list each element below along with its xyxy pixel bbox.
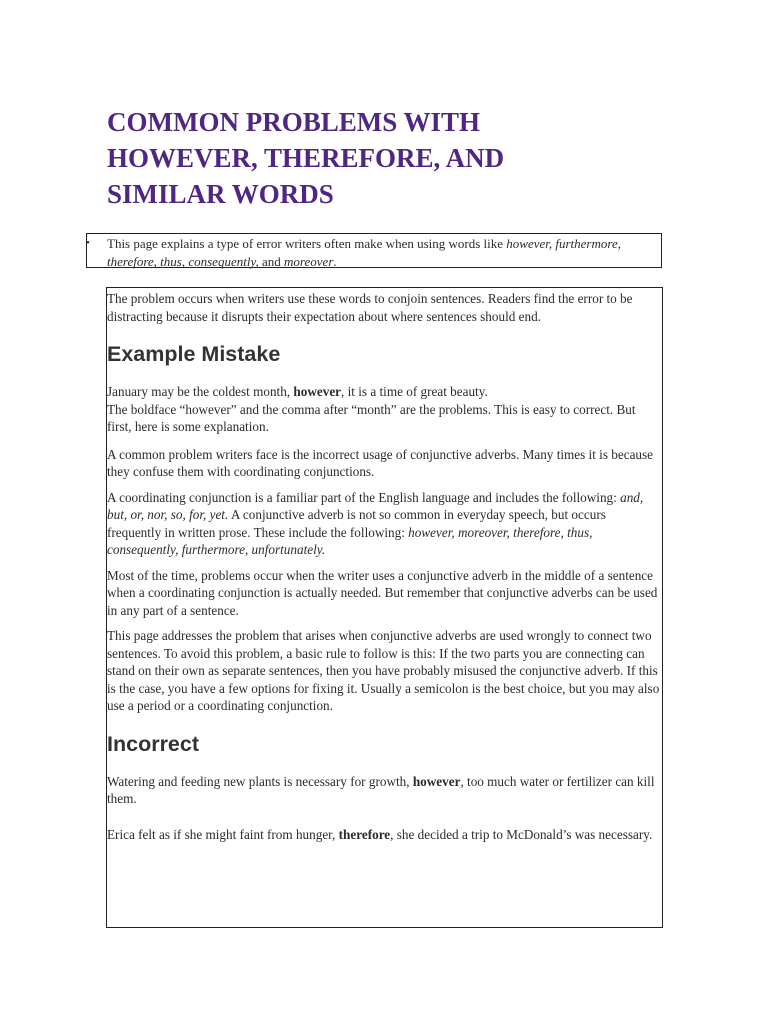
paragraph-most-of-time: Most of the time, problems occur when the writer uses a conjunctive adverb in the middle of a sentence when a coordinating conjunction is actually needed. But remember that conjunctive adverbs can be used in any part of a sentence. [107, 567, 658, 618]
inc1-pre: Watering and feeding new plants is necessary for growth, [107, 773, 413, 789]
title-line: SIMILAR WORDS [107, 179, 334, 209]
example-post: , it is a time of great beauty. [341, 384, 488, 399]
main-content-box [106, 287, 663, 928]
intro-text-pre: This page explains a type of error writers often make when using words like [107, 236, 507, 251]
intro-moreover: moreover [284, 253, 334, 269]
inc2-pre: Erica felt as if she might faint from hunger, [107, 826, 339, 842]
heading-example-mistake: Example Mistake [107, 342, 281, 366]
inc2-bold: therefore [338, 826, 391, 842]
example-sentence [107, 383, 660, 401]
title-line: HOWEVER, THEREFORE, AND [107, 143, 505, 173]
intro-period: . [333, 253, 337, 269]
inc2-post: , she decided a trip to McDonald’s was necessary. [390, 826, 653, 842]
intro-box [86, 233, 662, 268]
incorrect-example-2 [107, 826, 660, 844]
intro-text [107, 235, 657, 270]
incorrect-example-1 [107, 773, 660, 808]
intro-and: and [258, 253, 285, 269]
intro-words: however, furthermore, therefore, thus, consequently, [107, 236, 621, 269]
title-line: COMMON PROBLEMS WITH [107, 107, 481, 137]
paragraph-coordinating [107, 489, 660, 559]
p4-italic-adverbs: however, moreover, therefore, thus, consequently, furthermore, unfortunately. [107, 524, 593, 557]
paragraph-boldface: The boldface “however” and the comma after “month” are the problems. This is easy to correct. But first, here is some explanation. [107, 401, 636, 434]
example-pre: January may be the coldest month, [107, 384, 294, 399]
inc1-post: , too much water or fertilizer can kill them. [107, 773, 655, 806]
example-bold: however [293, 384, 342, 399]
p4-mid: A conjunctive adverb is not so common in everyday speech, but occurs frequently in written prose. These include the following: [107, 507, 606, 540]
paragraph-common-problem: A common problem writers face is the incorrect usage of conjunctive adverbs. Many times it is because they confuse them with coordinating conjunctions. [107, 446, 654, 479]
bullet-icon: • [86, 237, 90, 249]
p4-pre: A coordinating conjunction is a familiar part of the English language and includes the following: [107, 489, 621, 505]
paragraph-addresses: This page addresses the problem that arises when conjunctive adverbs are used wrongly to connect two sentences. To avoid this problem, a basic rule to follow is this: If the two parts you are connecting can stand on their own as separate sentences, then you have probably misused the conjunctive adverb. If this is the case, you have a few options for fixing it. Usually a semicolon is the best choice, but you may also use a period or a coordinating conjunction. [107, 628, 660, 713]
paragraph-problem: The problem occurs when writers use these words to conjoin sentences. Readers find the error to be distracting because it disrupts their expectation about where sentences should end. [107, 291, 633, 324]
heading-incorrect: Incorrect [107, 731, 200, 756]
p4-italic-conjunctions: and, but, or, nor, so, for, yet. [107, 489, 644, 522]
inc1-bold: however [412, 773, 461, 789]
page-title [107, 104, 667, 212]
